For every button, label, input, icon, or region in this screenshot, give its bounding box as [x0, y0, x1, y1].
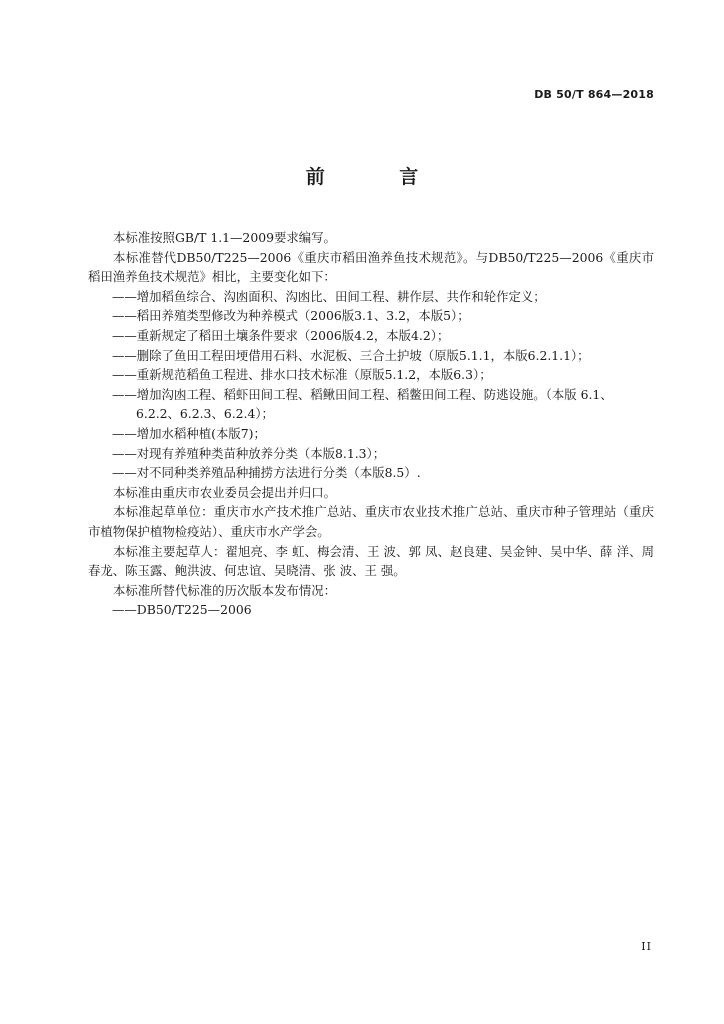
change-item: ——重新规定了稻田土壤条件要求（2006版4.2，本版4.2）；	[112, 327, 450, 343]
paragraph-proposer: 本标准由重庆市农业委员会提出并归口。	[113, 484, 337, 500]
paragraph-drafters: 本标准主要起草人：翟旭亮、李 虹、梅会清、王 波、郭 凤、赵良建、吴金钟、吴中华、薛 洋、周春龙、陈玉露、鲍洪波、何忠谊、吴晓清、张 波、王 强。	[88, 543, 654, 579]
paragraph-history-intro: 本标准所替代标准的历次版本发布情况：	[113, 582, 337, 598]
page-title: 前 言	[305, 166, 453, 188]
change-item: ——增加沟凼工程、稻虾田间工程、稻鳅田间工程、稻鳖田间工程、防逃设施。（本版 6.1、6.2.2、6.2.3、6.2.4）；	[112, 386, 613, 422]
page-number: II	[641, 940, 652, 953]
paragraph-replacement: 本标准替代DB50/T225—2006《重庆市稻田渔养鱼技术规范》。与DB50/T225—2006《重庆市稻田渔养鱼技术规范》相比，主要变化如下：	[88, 249, 654, 285]
history-item: ——DB50/T225—2006	[112, 602, 252, 618]
change-item: ——对现有养殖种类苗种放养分类（本版8.1.3）；	[112, 445, 386, 461]
change-item: ——对不同种类养殖品种捕捞方法进行分类（本版8.5）.	[112, 465, 421, 481]
change-item: ——重新规范稻鱼工程进、排水口技术标准（原版5.1.2，本版6.3）；	[112, 367, 492, 383]
document-body	[88, 228, 654, 620]
standard-code: DB 50/T 864—2018	[534, 88, 654, 101]
change-item: ——删除了鱼田工程田埂借用石料、水泥板、三合土护坡（原版5.1.1，本版6.2.1.1）；	[112, 347, 590, 363]
change-item: ——增加水稻种植(本版7)；	[112, 425, 266, 441]
change-item: ——增加稻鱼综合、沟凼面积、沟凼比、田间工程、耕作层、共作和轮作定义；	[112, 288, 546, 304]
paragraph-drafting-units: 本标准起草单位：重庆市水产技术推广总站、重庆市农业技术推广总站、重庆市种子管理站（重庆市植物保护植物检疫站）、重庆市水产学会。	[88, 504, 654, 539]
change-item: ——稻田养殖类型修改为种养模式（2006版3.1、3.2，本版5）；	[112, 308, 470, 324]
paragraph-basis: 本标准按照GB/T 1.1—2009要求编写。	[113, 230, 336, 245]
